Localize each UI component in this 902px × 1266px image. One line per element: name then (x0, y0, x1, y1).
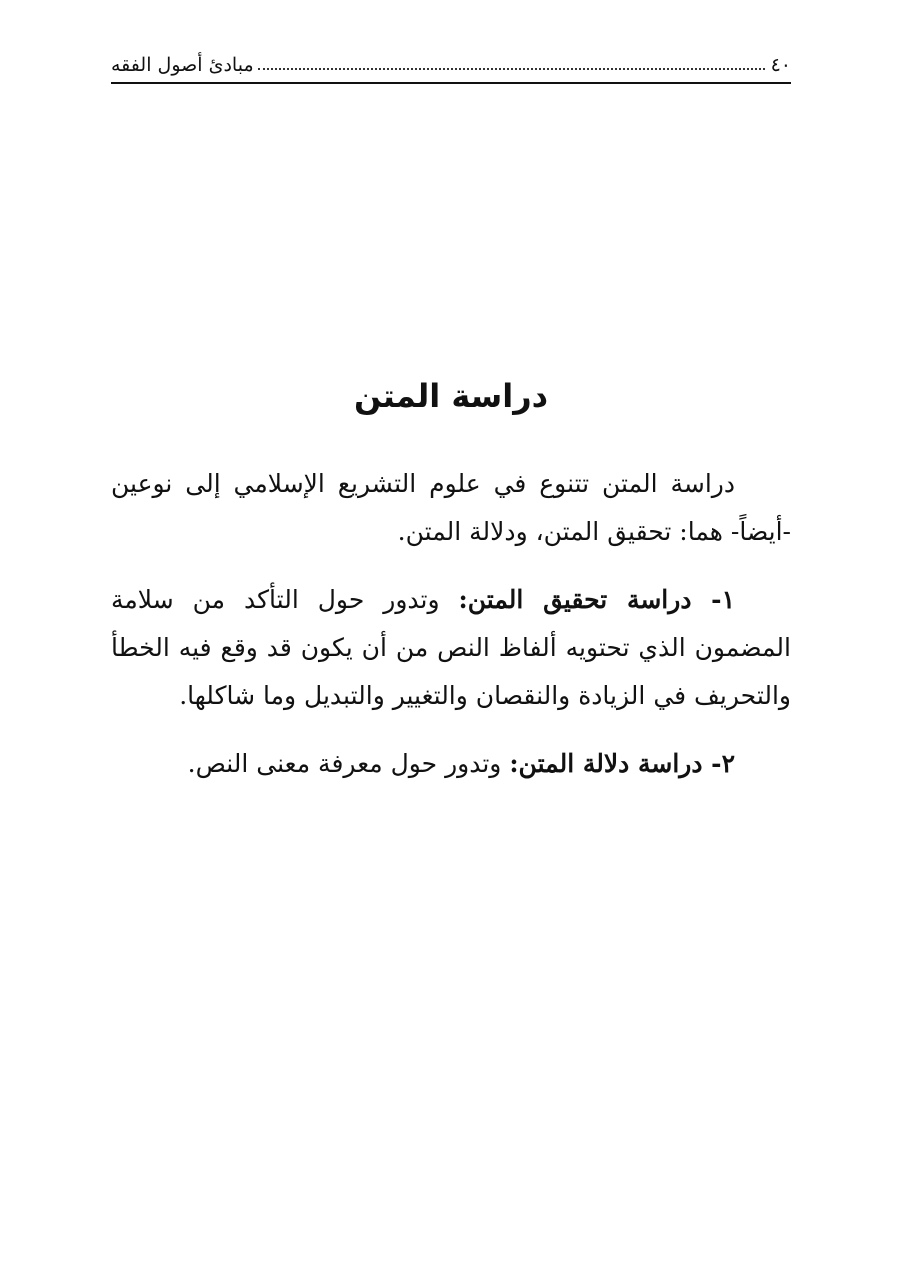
text-meaning-heading: ٢- دراسة دلالة المتن: (509, 749, 735, 778)
text-verification-paragraph (111, 576, 791, 720)
running-header (111, 48, 791, 84)
page-number: ٤٠ (770, 54, 791, 76)
text-verification-heading: ١- دراسة تحقيق المتن: (458, 585, 735, 614)
intro-paragraph-text: دراسة المتن تتنوع في علوم التشريع الإسلامي إلى نوعين -أيضاً- هما: تحقيق المتن، ودلالة المتن. (111, 469, 791, 546)
text-meaning-text: وتدور حول معرفة معنى النص. (187, 749, 510, 778)
intro-paragraph (111, 460, 791, 556)
book-title: مبادئ أصول الفقه (111, 54, 254, 76)
chapter-title: دراسة المتن (353, 377, 549, 415)
text-verification-text: وتدور حول التأكد من سلامة المضمون الذي تحتويه ألفاظ النص من أن يكون قد وقع فيه الخطأ والتحريف في الزيادة والنقصان والتغيير والتبديل وما شاكلها. (111, 585, 791, 710)
dot-leader (258, 68, 765, 70)
text-meaning-paragraph (111, 740, 791, 788)
body-text (111, 460, 791, 808)
